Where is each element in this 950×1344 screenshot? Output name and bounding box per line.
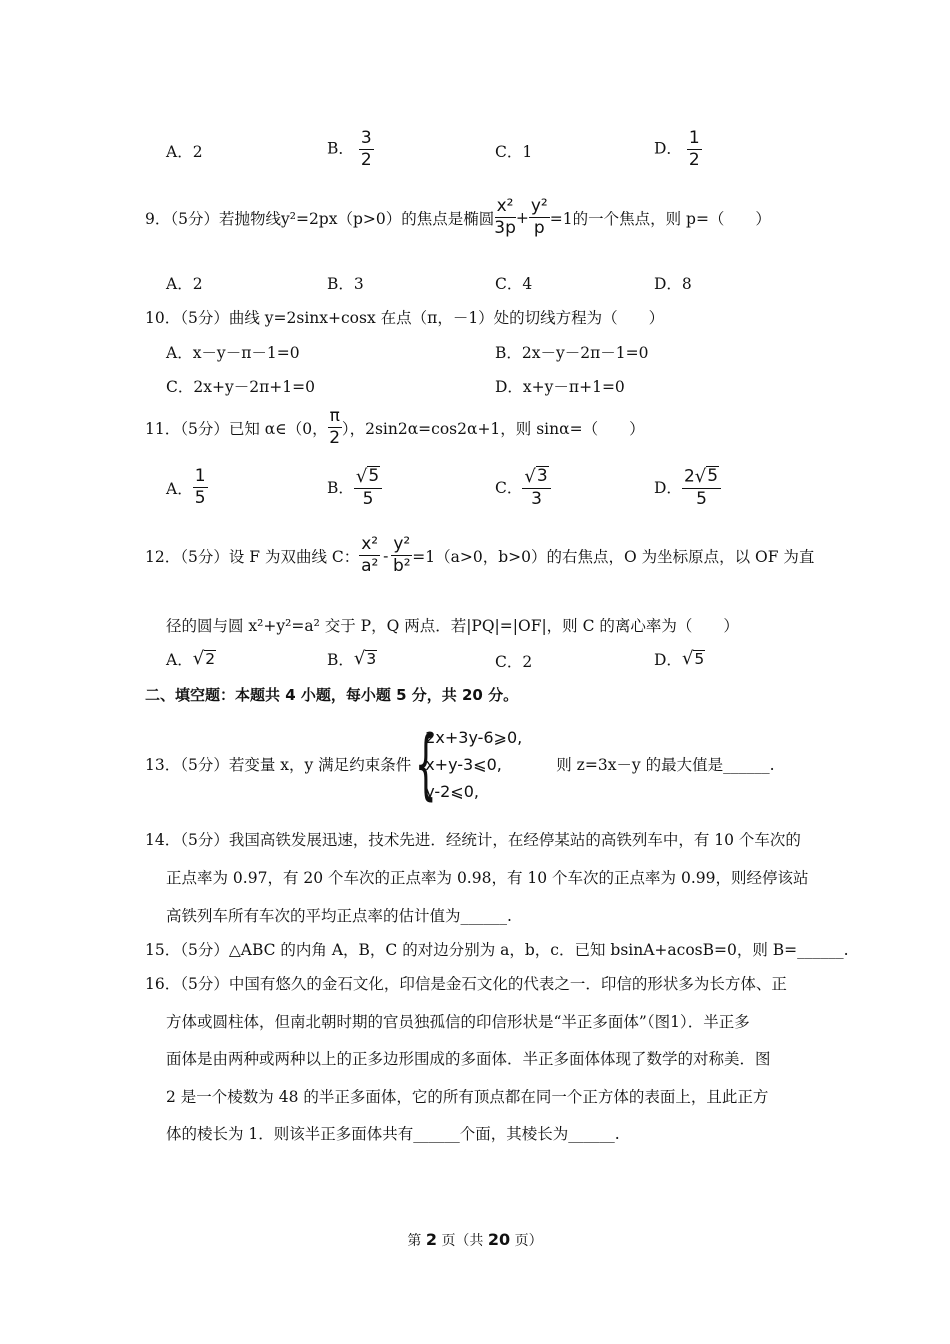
fraction-numerator: y² <box>530 196 548 216</box>
q12-option-a-label: A． <box>166 651 193 669</box>
q9-plus: + <box>515 208 529 227</box>
q12-option-a <box>166 648 216 670</box>
radicand: 3 <box>536 466 548 486</box>
fraction-denominator: 3p <box>494 218 516 238</box>
q10-option-c: C．2x+y－2π+1=0 <box>166 378 315 396</box>
q16-line-4: 2 是一个棱数为 48 的半正多面体，它的所有顶点都在同一个正方体的表面上，且此正方 <box>166 1088 769 1106</box>
q11-option-a <box>166 468 208 507</box>
q11-option-b-fraction <box>354 466 382 508</box>
footer-post: 页） <box>514 1233 543 1249</box>
fraction-denominator: 2 <box>360 150 372 170</box>
q11-option-d <box>654 466 721 508</box>
radicand: 2 <box>205 649 216 668</box>
q9-equation: y²=2px（p>0）的焦点是椭圆 <box>280 209 495 228</box>
fraction-denominator: b² <box>393 556 411 576</box>
q8-option-a: A．2 <box>166 143 203 161</box>
q12-option-d-label: D． <box>654 651 682 669</box>
fraction-numerator: x² <box>496 196 514 216</box>
q9-option-b: B．3 <box>327 275 364 293</box>
q16-line-1: 16．（5分）中国有悠久的金石文化，印信是金石文化的代表之一．印信的形状多为长方体、正 <box>145 975 787 993</box>
q13-prefix: 13．（5分）若变量 x，y 满足约束条件 <box>145 756 412 774</box>
q12-line-2: 径的圆与圆 x²+y²=a² 交于 P，Q 两点．若|PQ|=|OF|，则 C 的离心率为（ ） <box>166 617 739 635</box>
fraction-denominator: a² <box>361 556 379 576</box>
fraction-numerator <box>522 466 550 489</box>
q9-option-d: D．8 <box>654 275 692 293</box>
q10-option-b: B．2x－y－2π－1=0 <box>495 344 649 362</box>
sqrt-symbol: √ 3 <box>353 648 377 670</box>
q8-option-b-fraction <box>359 130 374 169</box>
constraint-3: y-2⩽0, <box>425 781 480 801</box>
q11-option-a-fraction <box>193 468 208 507</box>
fraction-denominator: 5 <box>696 488 707 509</box>
q9-option-c: C．4 <box>495 275 533 293</box>
q16-line-3: 面体是由两种或两种以上的正多边形围成的多面体．半正多面体体现了数学的对称美．图 <box>166 1050 771 1068</box>
q16-line-2: 方体或圆柱体，但南北朝时期的官员独孤信的印信形状是“半正多面体”（图1）．半正多 <box>166 1013 750 1031</box>
radicand: 5 <box>368 466 380 486</box>
constraint-1: 2x+3y-6⩾0, <box>425 727 523 747</box>
sqrt-symbol: √ 5 <box>355 465 380 487</box>
q14-line-2: 正点率为 0.97，有 20 个车次的正点率为 0.98，有 10 个车次的正点率为 0.99，则经停该站 <box>166 869 809 887</box>
radicand: 3 <box>366 649 377 668</box>
left-brace-icon: { <box>415 719 437 808</box>
q8-option-b-label: B． <box>327 139 354 158</box>
q12-option-c: C．2 <box>495 653 533 671</box>
q11-option-d-fraction <box>682 466 721 508</box>
section-heading: 二、填空题：本题共 4 小题，每小题 5 分，共 20 分。 <box>145 686 519 704</box>
question-13 <box>145 719 775 808</box>
q11-option-c-fraction <box>522 466 550 508</box>
question-12 <box>145 536 814 575</box>
question-10-stem: 10．（5分）曲线 y=2sinx+cosx 在点（π，－1）处的切线方程为（ ） <box>145 309 665 327</box>
coefficient: 2 <box>683 466 695 487</box>
q8-option-b <box>327 130 374 169</box>
fraction-denominator: 2 <box>329 428 341 448</box>
question-11 <box>145 408 645 447</box>
fraction-denominator: 2 <box>688 150 700 170</box>
q11-option-c <box>495 466 551 508</box>
page-footer <box>0 1230 950 1250</box>
fraction-numerator: 3 <box>360 128 372 148</box>
q12-fraction-1 <box>359 536 380 575</box>
sqrt-symbol: √ 5 <box>681 648 705 670</box>
radicand: 5 <box>694 649 705 668</box>
q11-option-b-label: B． <box>327 478 354 497</box>
q13-suffix: 则 z=3x－y 的最大值是______. <box>556 756 775 774</box>
q14-line-3: 高铁列车所有车次的平均正点率的估计值为______. <box>166 907 512 925</box>
fraction-numerator: 1 <box>688 128 700 148</box>
footer-total-pages: 20 <box>487 1230 511 1249</box>
fraction-numerator: π <box>329 406 340 426</box>
q12-suffix: =1（a>0，b>0）的右焦点，O 为坐标原点，以 OF 为直 <box>412 547 815 566</box>
q9-option-a: A．2 <box>166 275 203 293</box>
q11-option-c-label: C． <box>495 478 523 497</box>
constraint-2: x+y-3⩽0, <box>425 754 502 774</box>
question-9 <box>145 198 771 237</box>
q12-minus: - <box>383 546 389 565</box>
fraction-numerator: y² <box>393 534 411 554</box>
q11-suffix: ），2sin2α=cos2α+1，则 sinα=（ ） <box>341 419 645 438</box>
q8-option-c: C．1 <box>495 143 533 161</box>
constraint-system <box>411 719 523 808</box>
q11-option-d-label: D． <box>654 478 682 497</box>
q12-option-b-label: B． <box>327 651 354 669</box>
q8-option-d <box>654 130 702 169</box>
q9-fraction-2 <box>529 198 550 237</box>
q14-line-1: 14．（5分）我国高铁发展迅速，技术先进．经统计，在经停某站的高铁列车中，有 10 个车次的 <box>145 831 801 849</box>
q16-line-5: 体的棱长为 1．则该半正多面体共有______个面，其棱长为______. <box>166 1125 620 1143</box>
q10-option-d: D．x+y－π+1=0 <box>495 378 625 396</box>
q9-suffix: =1的一个焦点，则 p=（ ） <box>549 209 771 228</box>
question-15: 15．（5分）△ABC 的内角 A，B，C 的对边分别为 a，b，c．已知 bsinA+acosB=0，则 B=______. <box>145 941 849 959</box>
footer-pre: 第 <box>407 1233 422 1249</box>
fraction-denominator: 5 <box>362 488 374 509</box>
q9-fraction-1 <box>494 198 516 237</box>
q10-option-a: A．x－y－π－1=0 <box>166 344 300 362</box>
sqrt-symbol: √ 3 <box>524 465 548 487</box>
q9-prefix: 9．（5分）若抛物线 <box>145 209 281 228</box>
q11-prefix: 11．（5分）已知 α∈（0， <box>145 419 328 438</box>
q12-option-b <box>327 648 377 670</box>
fraction-numerator <box>682 466 721 489</box>
q8-option-d-fraction <box>687 130 702 169</box>
radicand: 5 <box>707 466 719 486</box>
q11-option-b <box>327 466 382 508</box>
q12-fraction-2 <box>391 536 412 575</box>
fraction-denominator: 5 <box>194 488 206 508</box>
q11-option-a-label: A． <box>166 479 193 498</box>
q12-prefix: 12．（5分）设 F 为双曲线 C： <box>145 547 360 566</box>
fraction-numerator: x² <box>361 534 379 554</box>
fraction-numerator: 1 <box>194 466 206 486</box>
sqrt-symbol: √ 5 <box>694 465 719 487</box>
fraction-numerator <box>354 466 382 489</box>
fraction-denominator: p <box>533 218 545 238</box>
q11-fraction <box>328 408 342 447</box>
footer-page-number: 2 <box>425 1230 437 1249</box>
q8-option-d-label: D． <box>654 139 682 158</box>
q12-option-d <box>654 648 705 670</box>
fraction-denominator: 3 <box>531 488 542 509</box>
footer-mid: 页（共 <box>441 1233 484 1249</box>
sqrt-symbol: √ 2 <box>192 648 216 670</box>
